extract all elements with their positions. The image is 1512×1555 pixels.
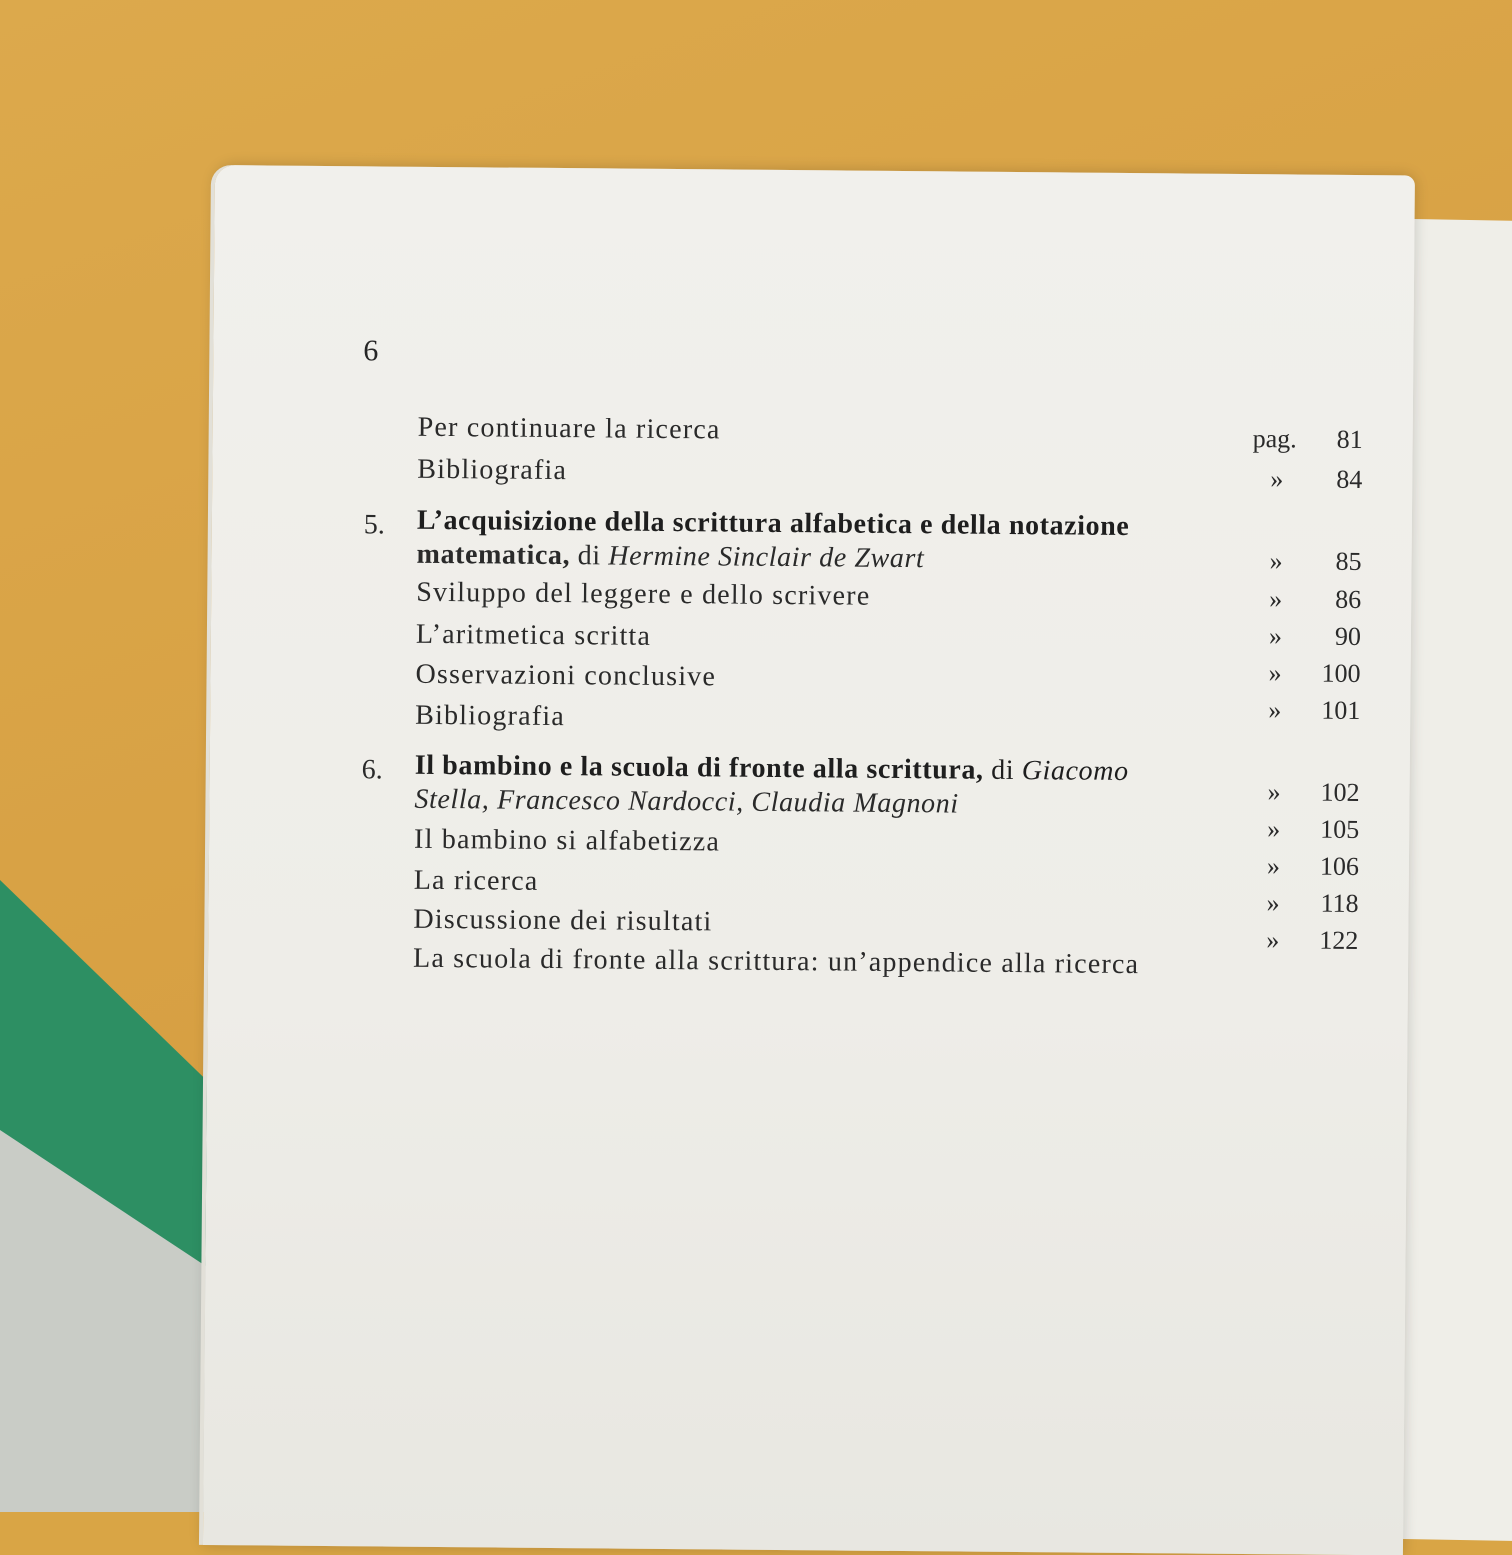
chapter-6-subtitle: [414, 784, 959, 821]
toc-entry-marker: »: [1270, 464, 1284, 494]
toc-entry-title: Bibliografia: [415, 699, 566, 733]
toc-entry-page: 122: [1319, 925, 1359, 956]
toc-entry-marker: »: [1266, 851, 1281, 881]
toc-entry-marker: »: [1267, 814, 1281, 844]
toc-entry-page: 90: [1334, 621, 1362, 652]
toc-entry-page: 84: [1336, 464, 1363, 495]
chapter-6-author-1: Giacomo: [1021, 755, 1129, 787]
chapter-6-number: 6.: [361, 754, 383, 786]
chapter-6-title-bold: Il bambino e la scuola di fronte alla scrittura,: [414, 749, 984, 786]
toc-entry-title: Il bambino si alfabetizza: [413, 823, 721, 858]
toc-entry-title: L’aritmetica scritta: [415, 618, 652, 652]
toc-entry-marker: »: [1268, 695, 1282, 725]
chapter-5-title-line1: L’acquisizione della scrittura alfabetica e della notazione: [416, 504, 1130, 542]
toc-entry-page: 118: [1320, 888, 1359, 919]
toc-entry-title: La scuola di fronte alla scrittura: un’appendice alla ricerca: [412, 942, 1140, 981]
chapter-5-subtitle: [416, 539, 924, 575]
page-number: 6: [363, 334, 379, 368]
chapter-5-by: di: [570, 540, 609, 572]
chapter-6-title: [415, 750, 1129, 788]
toc-entry-marker: »: [1266, 888, 1280, 918]
toc-entry-page: 102: [1320, 777, 1360, 808]
toc-entry-page: 100: [1321, 658, 1361, 689]
chapter-6-by: di: [983, 754, 1022, 787]
toc-entry-title: Discussione dei risultati: [413, 903, 713, 938]
chapter-6-author-2: Stella, Francesco Nardocci, Claudia Magnoni: [414, 783, 959, 820]
toc-entry-page: 86: [1335, 584, 1362, 615]
chapter-5-title-line2: matematica,: [416, 538, 571, 572]
book-page: [203, 165, 1415, 1555]
toc-entry-marker: »: [1267, 777, 1281, 807]
chapter-5-title: [417, 505, 1130, 543]
toc-entry-title: Sviluppo del leggere e dello scrivere: [416, 576, 871, 612]
toc-entry-page: 85: [1335, 546, 1362, 577]
toc-entry-marker: »: [1268, 621, 1283, 651]
table-of-contents: [203, 165, 1415, 1555]
toc-entry-page: 105: [1320, 814, 1360, 845]
toc-entry-marker: pag.: [1252, 424, 1297, 454]
chapter-5-author: Hermine Sinclair de Zwart: [608, 540, 925, 575]
toc-entry-marker: »: [1269, 584, 1283, 614]
toc-entry-page: 81: [1336, 424, 1363, 455]
toc-entry-title: Bibliografia: [417, 453, 568, 487]
toc-entry-page: 101: [1321, 695, 1361, 726]
toc-entry-marker: »: [1268, 658, 1282, 688]
toc-entry-title: La ricerca: [413, 864, 539, 897]
toc-entry-marker: »: [1266, 925, 1280, 955]
toc-entry-title: Per continuare la ricerca: [417, 411, 721, 446]
toc-entry-title: Osservazioni conclusive: [415, 658, 717, 693]
toc-entry-marker: »: [1269, 546, 1283, 576]
chapter-5-number: 5.: [363, 509, 386, 541]
toc-entry-page: 106: [1319, 851, 1360, 882]
